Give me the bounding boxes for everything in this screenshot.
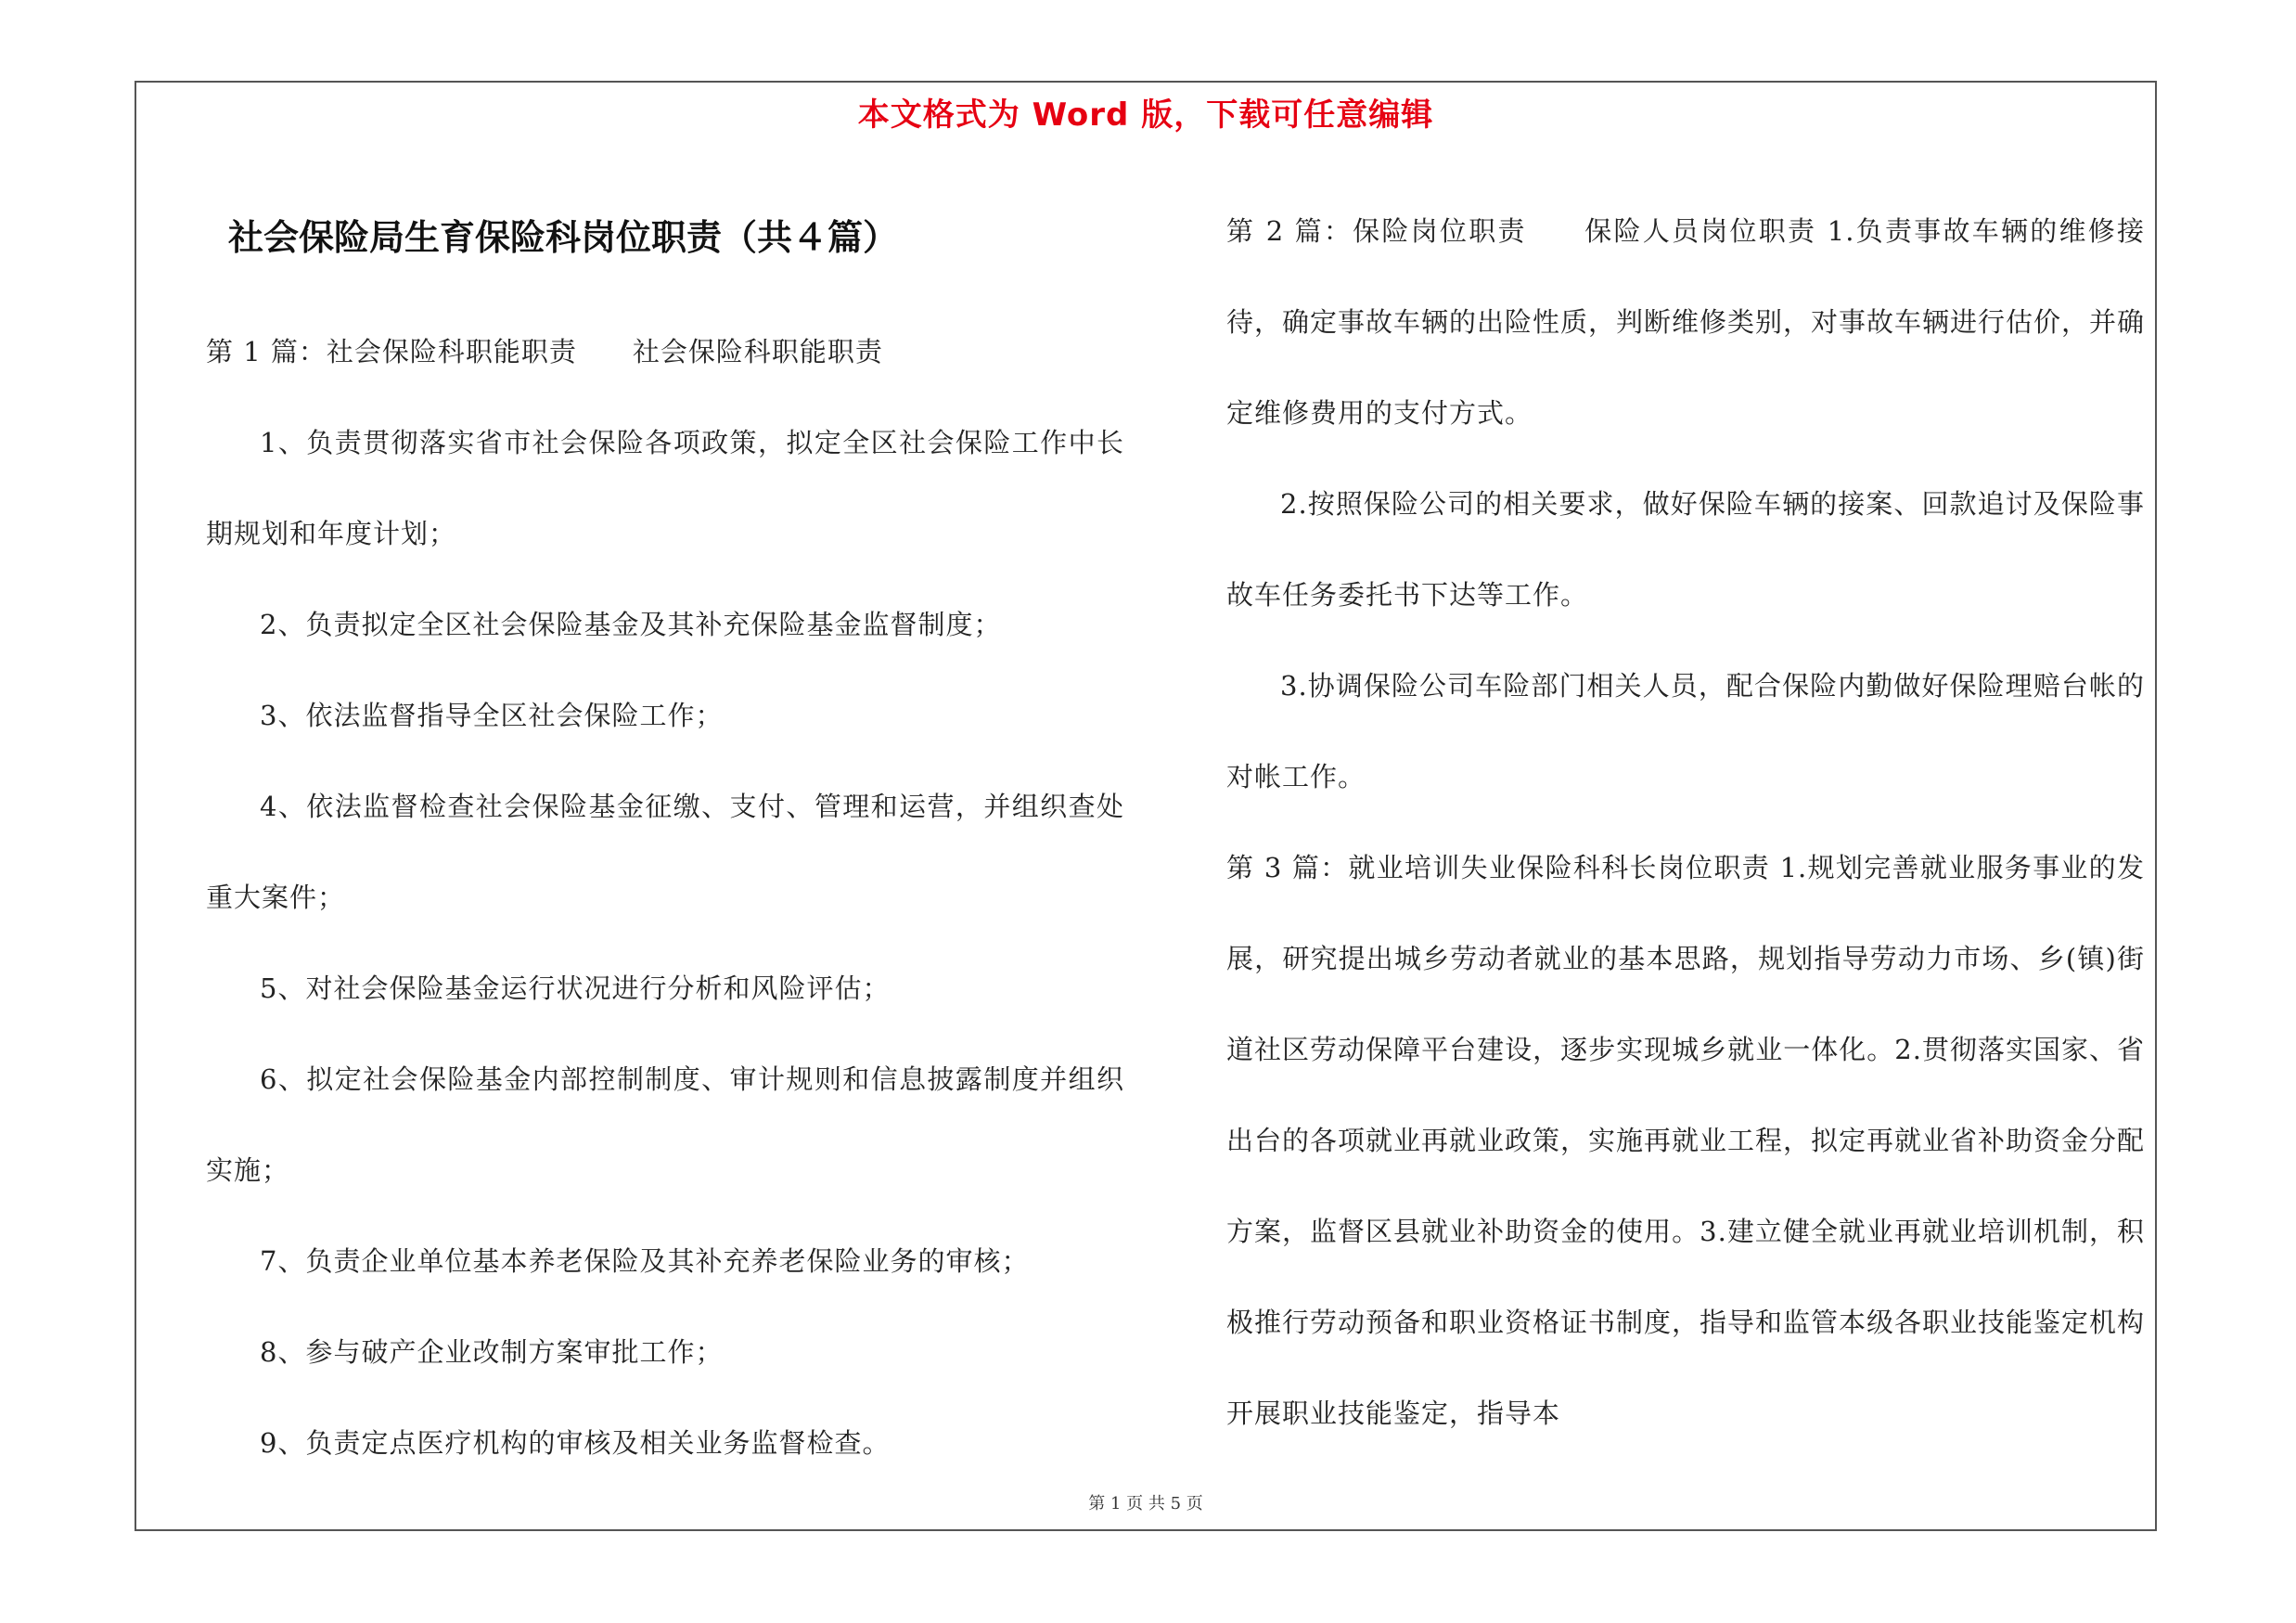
part1-heading: 第 1 篇：社会保险科职能职责 社会保险科职能职责 [206,336,883,367]
duty-item-4: 4、依法监督检查社会保险基金征缴、支付、管理和运营，并组织查处重大案件； [206,791,1124,913]
duty-item-9: 9、负责定点医疗机构的审核及相关业务监督检查。 [260,1427,891,1459]
duty-item-8: 8、参与破产企业改制方案审批工作； [260,1336,724,1368]
right-column [1226,186,2145,1459]
part2-item-2: 2.按照保险公司的相关要求，做好保险车辆的接案、回款追讨及保险事故车任务委托书下达等工作。 [1226,488,2145,611]
word-format-banner: 本文格式为 Word 版，下载可任意编辑 [857,97,1434,134]
duty-item-2: 2、负责拟定全区社会保险基金及其补充保险基金监督制度； [260,609,1002,640]
part3-paragraph: 第 3 篇：就业培训失业保险科科长岗位职责 1.规划完善就业服务事业的发展，研究提出城乡劳动者就业的基本思路，规划指导劳动力市场、乡(镇)街道社区劳动保障平台建设，逐步实现城乡就业一体化。2.贯彻落实国家、省出台的各项就业再就业政策，实施再就业工程，拟定再就业省补助资金分配方案，监督区县就业补助资金的使用。3.建立健全就业再就业培训机制，积极推行劳动预备和职业资格证书制度，指导和监管本级各职业技能鉴定机构开展职业技能鉴定，指导本 [1226,852,2146,1429]
duty-item-6: 6、拟定社会保险基金内部控制制度、审计规则和信息披露制度并组织实施； [206,1063,1124,1186]
page-number-footer: 第 1 页 共 5 页 [1088,1494,1203,1514]
duty-item-7: 7、负责企业单位基本养老保险及其补充养老保险业务的审核； [260,1245,1030,1277]
part2-item-3: 3.协调保险公司车险部门相关人员，配合保险内勤做好保险理赔台帐的对帐工作。 [1226,670,2145,792]
duty-item-5: 5、对社会保险基金运行状况进行分析和风险评估； [260,973,891,1004]
part2-paragraph: 第 2 篇：保险岗位职责 保险人员岗位职责 1.负责事故车辆的维修接待，确定事故车辆的出险性质，判断维修类别，对事故车辆进行估价，并确定维修费用的支付方式。 [1226,215,2146,429]
left-column [206,186,1124,1488]
duty-item-3: 3、依法监督指导全区社会保险工作； [260,700,724,731]
document-title: 社会保险局生育保险科岗位职责（共４篇） [228,217,899,258]
duty-item-1: 1、负责贯彻落实省市社会保险各项政策，拟定全区社会保险工作中长期规划和年度计划； [206,427,1124,549]
